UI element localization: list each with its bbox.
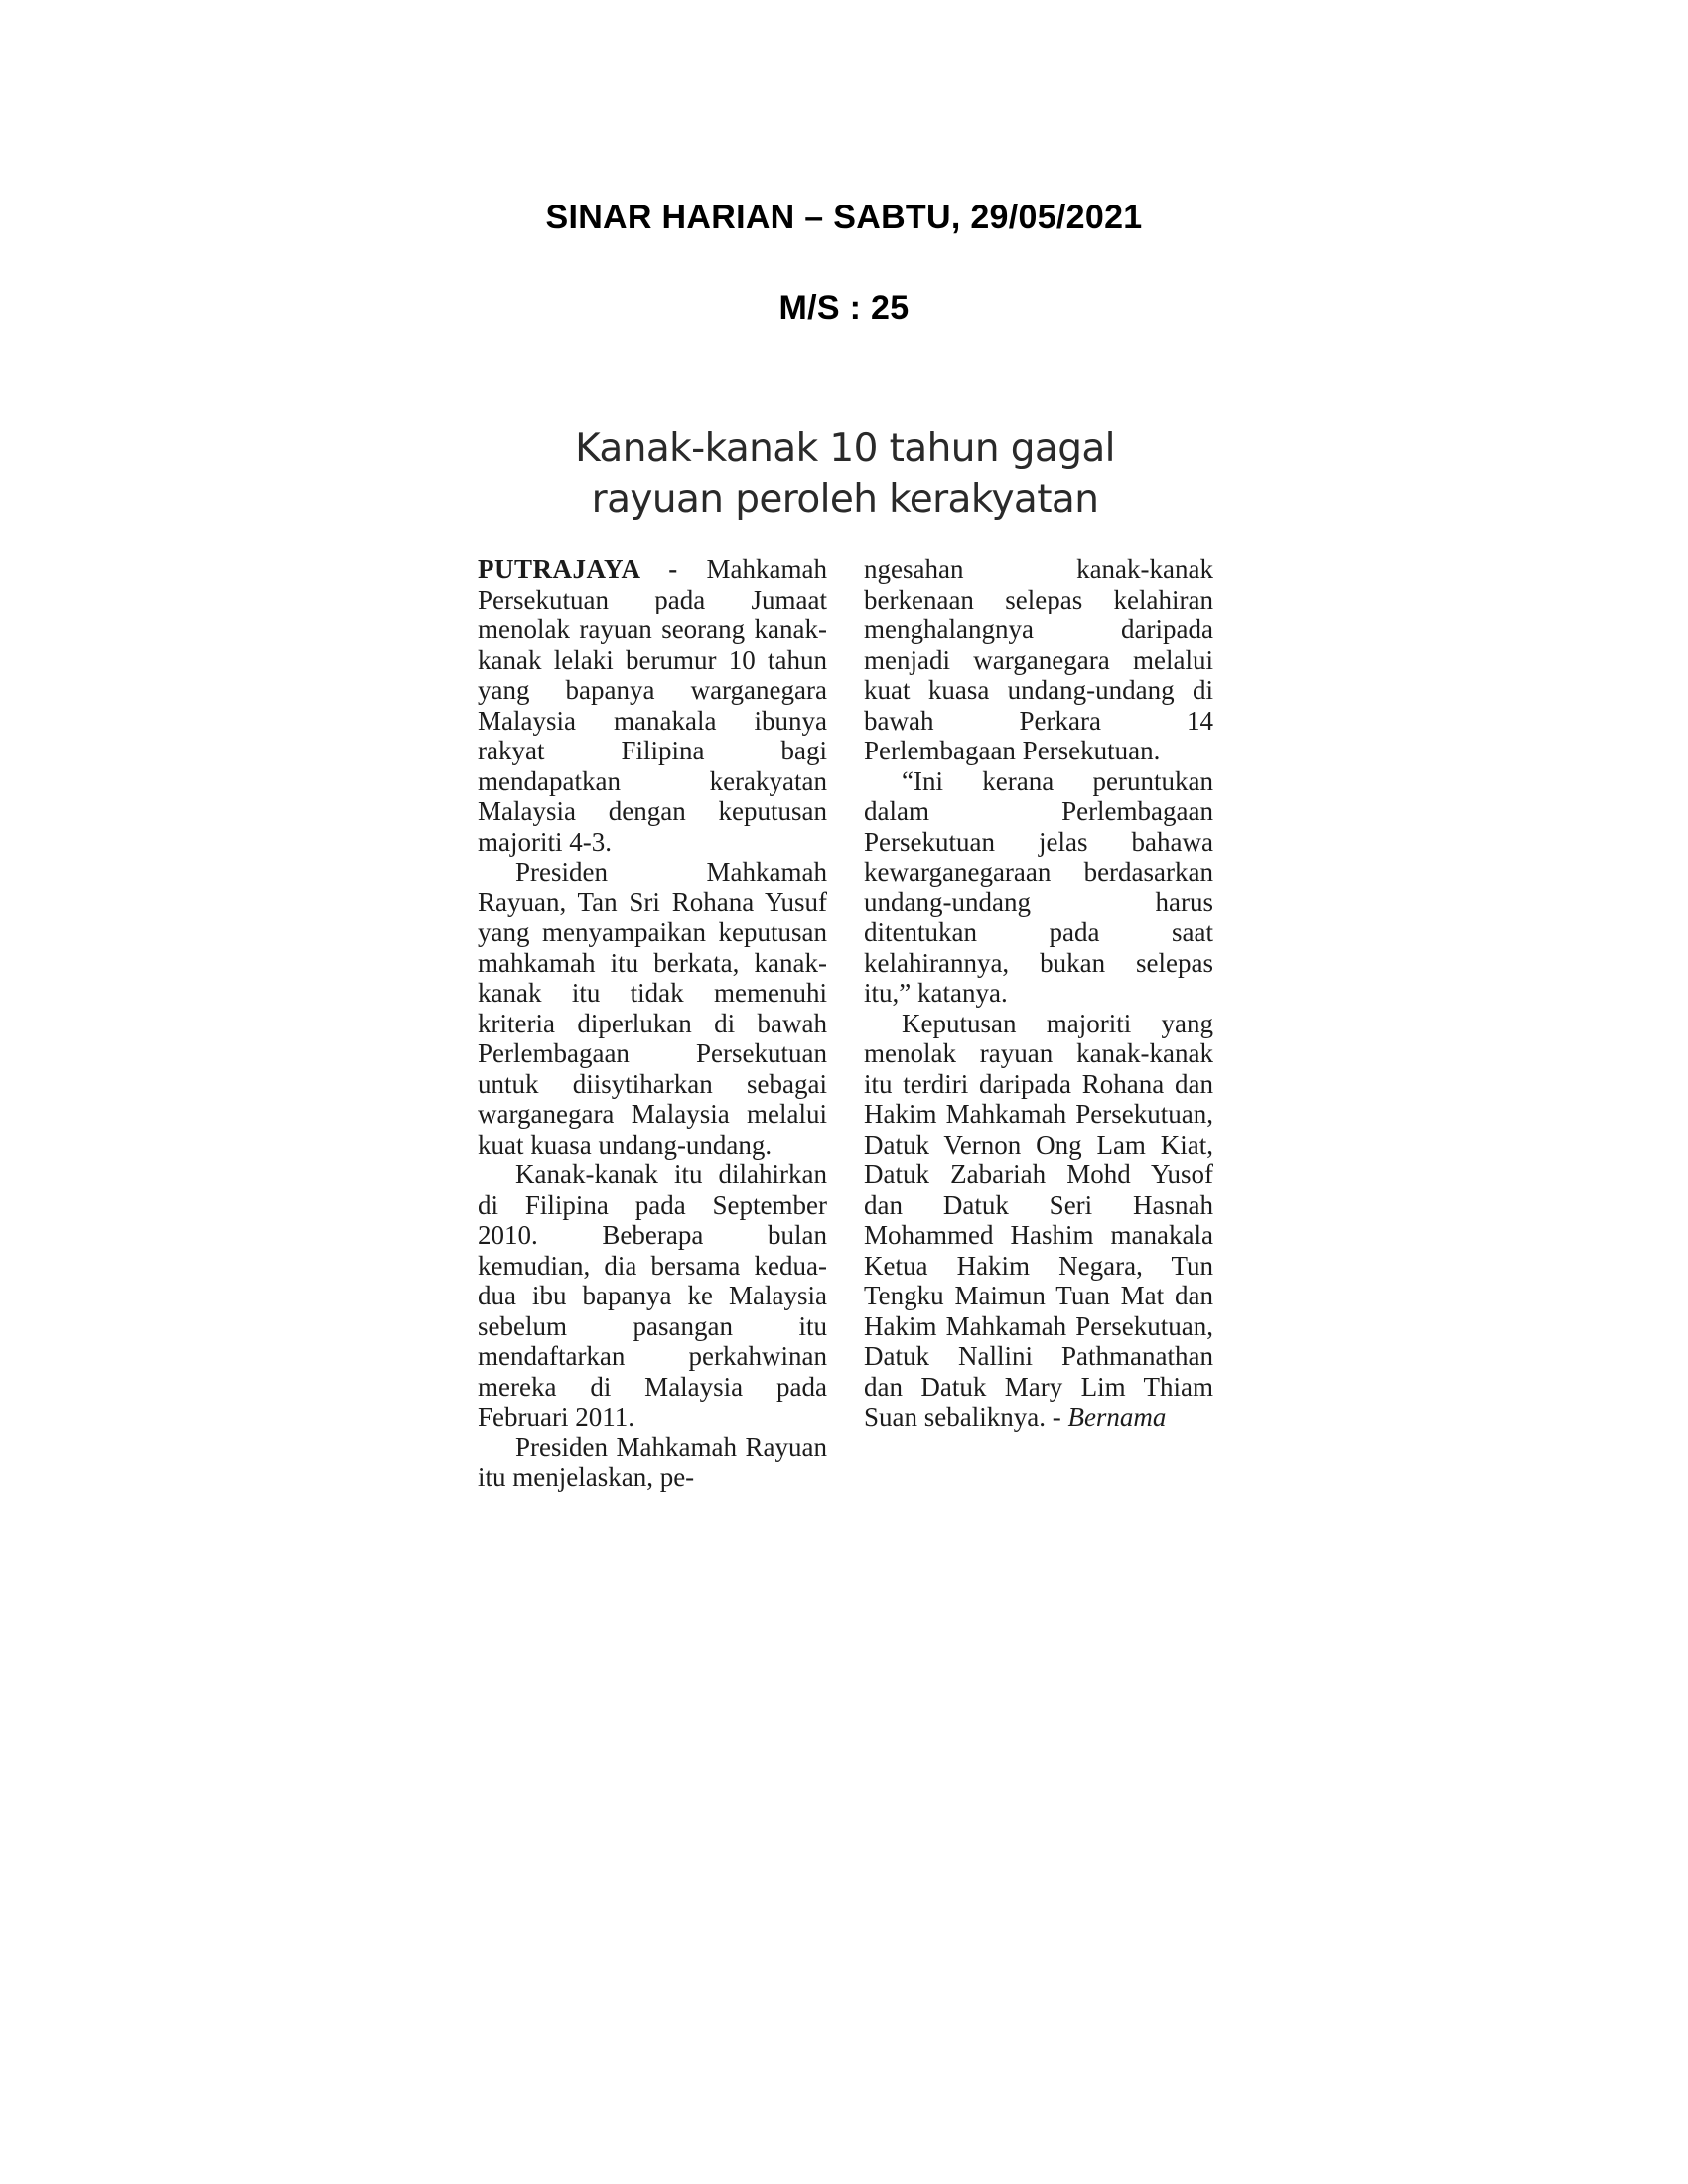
publication-header: SINAR HARIAN – SABTU, 29/05/2021 [545,199,1143,236]
page-number: M/S : 25 [778,289,910,327]
article-paragraph: Presiden Mahkamah Rayuan itu menjelaskan, pe- [478,1432,827,1492]
article-paragraph [478,554,827,857]
article-headline [467,423,1223,526]
article-paragraph: “Ini kerana peruntukan dalam Perlembagaan Persekutuan jelas bahawa kewarganegaraan berdasarkan undang-undang harus ditentukan pada saat kelahirannya, bukan selepas itu,” katanya. [864,765,1213,1008]
article-paragraph: Presiden Mahkamah Rayuan, Tan Sri Rohana Yusuf yang menyampaikan keputusan mahkamah itu berkata, kanak-kanak itu tidak memenuhi kriteria diperlukan di bawah Perlembagaan Persekutuan untuk diisytiharkan sebagai warganegara Malaysia melalui kuat kuasa undang-undang. [478,857,827,1160]
paragraph-text: Mahkamah Persekutuan pada Jumaat menolak rayuan seorang kanak-kanak lelaki berumur 10 tahun yang bapanya warganegara Malaysia manakala ibunya rakyat Filipina bagi mendapatkan kerakyatan Malaysia dengan keputusan majoriti 4-3. [478,554,827,857]
newspaper-clipping [467,407,1223,1492]
article-column-left [478,554,827,1493]
headline-line-2: rayuan peroleh kerakyatan [591,478,1099,522]
article-paragraph [864,1009,1213,1433]
paragraph-text: Keputusan majoriti yang menolak rayuan kanak-kanak itu terdiri daripada Rohana dan Hakim Mahkamah Persekutuan, Datuk Vernon Ong Lam Kiat, Datuk Zabariah Mohd Yusof dan Datuk Seri Hasnah Mohammed Hashim manakala Ketua Hakim Negara, Tun Tengku Maimun Tuan Mat dan Hakim Mahkamah Persekutuan, Datuk Nallini Pathmanathan dan Datuk Mary Lim Thiam Suan sebaliknya. - [864,1008,1213,1432]
news-source: Bernama [1067,1402,1167,1432]
article-column-right [864,554,1213,1433]
headline-line-1: Kanak-kanak 10 tahun gagal [575,426,1115,471]
article-paragraph: Kanak-kanak itu dilahirkan di Filipina pada September 2010. Beberapa bulan kemudian, dia bersama kedua-dua ibu bapanya ke Malaysia sebelum pasangan itu mendaftarkan perkahwinan mereka di Malaysia pada Februari 2011. [478,1160,827,1432]
article-paragraph: ngesahan kanak-kanak berkenaan selepas kelahiran menghalangnya daripada menjadi warganegara melalui kuat kuasa undang-undang di bawah Perkara 14 Perlembagaan Persekutuan. [864,554,1213,765]
dateline: PUTRAJAYA - [478,554,678,584]
